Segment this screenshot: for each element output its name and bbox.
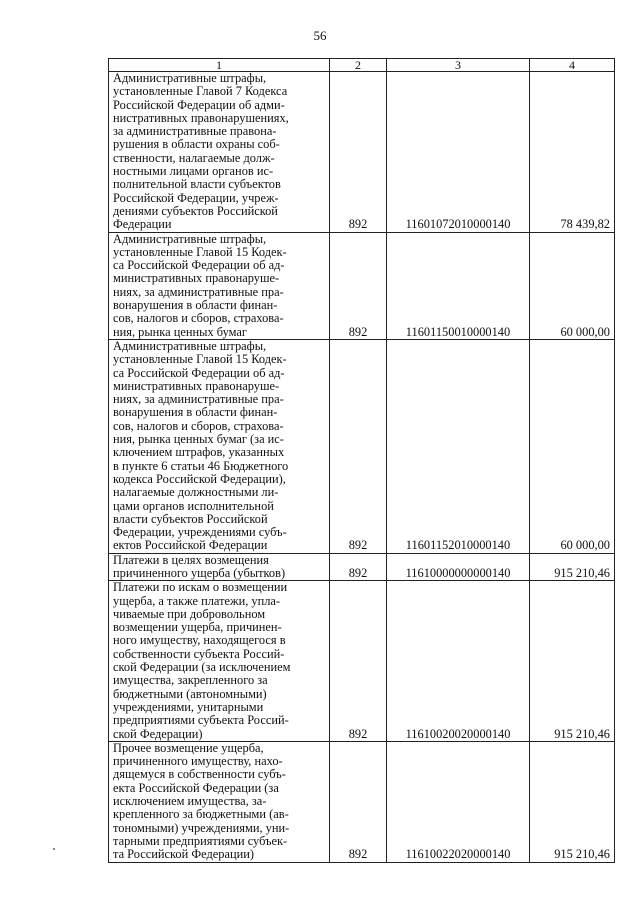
column-header-3: 3 — [387, 59, 530, 72]
table-row — [109, 232, 615, 339]
row-admin-code: 892 — [330, 339, 387, 553]
revenue-table — [108, 58, 615, 863]
row-kbk-code: 11610000000000140 — [387, 553, 530, 581]
table-header-row — [109, 59, 615, 72]
row-kbk-code: 11601150010000140 — [387, 232, 530, 339]
table-row — [109, 72, 615, 233]
row-admin-code: 892 — [330, 553, 387, 581]
table-row — [109, 553, 615, 581]
row-amount: 915 210,46 — [530, 581, 615, 742]
row-description: Административные штрафы, установленные Главой 15 Кодек- са Российской Федерации об ад- министративных правонаруше- ниях, за административные пра- вонарушения в области финан- сов, налогов и сборов, страхова- ния, рынка ценных бумаг (за ис- ключением штрафов, указанных в пункте 6 статьи 46 Бюджетного кодекса Российской Федерации), налагаемые должностными ли- цами органов исполнительной власти субъектов Российской Федерации, учреждениями субъ- ектов Российской Федерации — [113, 338, 289, 553]
column-header-4: 4 — [530, 59, 615, 72]
row-description: Прочее возмещение ущерба, причиненного имуществу, нахо- дящемуся в собственности субъ- екта Российской Федерации (за исключением имущества, за- крепленного за бюджетными (ав- тономными) учреждениями, уни- тарными предприятиями субъек- та Российской Федерации) — [113, 740, 290, 862]
row-description: Административные штрафы, установленные Главой 7 Кодекса Российской Федерации об адми- нистративных правонарушениях, за административные правона- рушения в области охраны соб- ственности, налагаемые долж- ностными лицами органов ис- полнительной власти субъектов Российской Федерации, учреж- дениями субъектов Российской Федерации — [113, 71, 289, 232]
row-amount: 78 439,82 — [530, 72, 615, 233]
row-kbk-code: 11610020020000140 — [387, 581, 530, 742]
row-kbk-code: 11601072010000140 — [387, 72, 530, 233]
row-amount: 60 000,00 — [530, 339, 615, 553]
row-admin-code: 892 — [330, 232, 387, 339]
column-header-2: 2 — [330, 59, 387, 72]
table-row — [109, 339, 615, 553]
row-description: Платежи в целях возмещения причиненного ущерба (убытков) — [113, 552, 286, 580]
row-kbk-code: 11601152010000140 — [387, 339, 530, 553]
column-header-1: 1 — [109, 59, 330, 72]
table-row — [109, 741, 615, 862]
row-description: Административные штрафы, установленные Главой 15 Кодек- са Российской Федерации об ад- министративных правонаруше- ниях, за административные пра- вонарушения в области финан- сов, налогов и сборов, страхова- ния, рынка ценных бумаг — [113, 231, 287, 339]
page-number: 56 — [313, 28, 327, 43]
row-admin-code: 892 — [330, 72, 387, 233]
table-row — [109, 581, 615, 742]
row-admin-code: 892 — [330, 581, 387, 742]
row-amount: 60 000,00 — [530, 232, 615, 339]
row-kbk-code: 11610022020000140 — [387, 741, 530, 862]
row-description: Платежи по искам о возмещении ущерба, а также платежи, упла- чиваемые при добровольном возмещении ущерба, причинен- ного имуществу, находящегося в собственности субъекта Россий- ской Федерации (за исключением имущества, закрепленного за бюджетными (автономными) учреждениями, унитарными предприятиями субъекта Россий- ской Федерации) — [113, 580, 291, 741]
row-admin-code: 892 — [330, 741, 387, 862]
row-amount: 915 210,46 — [530, 741, 615, 862]
row-amount: 915 210,46 — [530, 553, 615, 581]
scan-speck — [53, 848, 55, 850]
